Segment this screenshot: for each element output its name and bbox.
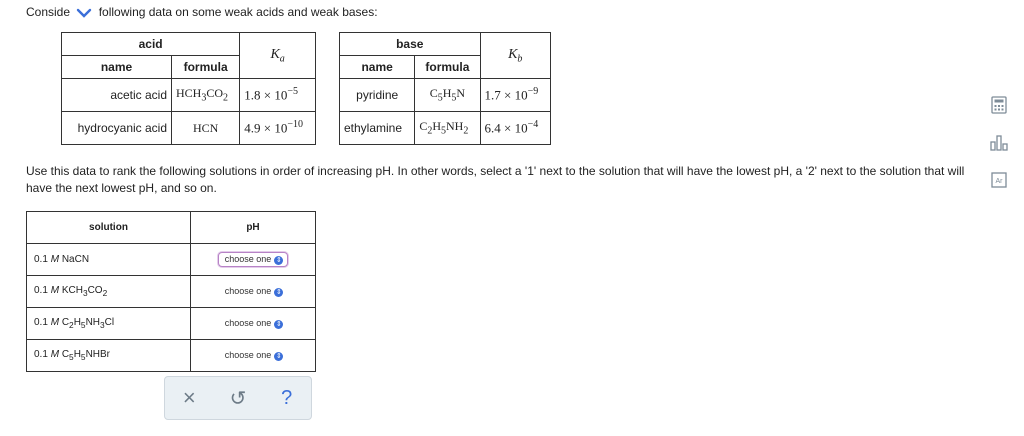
- undo-button[interactable]: [224, 384, 252, 412]
- intro-text: [26, 5, 378, 20]
- acid-name-header: name: [62, 56, 172, 79]
- calculator-icon: [991, 96, 1007, 114]
- base-table: [339, 32, 551, 145]
- table-row: [27, 340, 316, 372]
- acid-ka: $1.8 \times 10^{-5}$: [240, 79, 316, 112]
- kb-header: $K_b$: [480, 33, 551, 79]
- help-icon: ?: [281, 386, 293, 409]
- acid-formula: $HCH_3CO_2$: [172, 79, 240, 112]
- acid-name: hydrocyanic acid: [62, 112, 172, 145]
- help-button[interactable]: [273, 384, 301, 412]
- base-name-header: name: [340, 56, 415, 79]
- periodic-table-icon: [991, 172, 1007, 188]
- intro-after: following data on some weak acids and weak bases:: [98, 5, 378, 19]
- base-kb: $1.7 \times 10^{-9}$: [480, 79, 551, 112]
- bar-chart-icon: [989, 134, 1009, 152]
- base-formula: $C_5H_5N$: [415, 79, 480, 112]
- base-name: ethylamine: [340, 112, 415, 145]
- select-arrows-icon: ⇕: [275, 352, 282, 360]
- acid-group-header: acid: [62, 33, 240, 56]
- solution-label: 0.1 M $C_5H_5NHBr$: [27, 340, 191, 372]
- table-row: [27, 308, 316, 340]
- select-arrows-icon: ⇕: [275, 288, 282, 296]
- acid-formula-header: formula: [172, 56, 240, 79]
- solution-label: 0.1 M $KCH_3CO_2$: [27, 276, 191, 308]
- ranking-table: [26, 211, 316, 372]
- solution-label: 0.1 M NaCN: [27, 244, 191, 276]
- table-row: [27, 244, 316, 276]
- ph-header: pH: [191, 212, 316, 244]
- solution-header: solution: [27, 212, 191, 244]
- base-group-header: base: [340, 33, 481, 56]
- undo-icon: ↺: [229, 387, 247, 410]
- base-kb: $6.4 \times 10^{-4}$: [480, 112, 551, 145]
- select-arrows-icon: ⇕: [275, 256, 282, 264]
- table-row: [27, 276, 316, 308]
- select-arrows-icon: ⇕: [275, 320, 282, 328]
- svg-text:Ar: Ar: [995, 178, 1003, 185]
- ph-rank-select[interactable]: choose one ⇕: [218, 316, 289, 330]
- close-icon: ×: [182, 385, 196, 410]
- acid-name: acetic acid: [62, 79, 172, 112]
- intro-before: Conside: [26, 5, 71, 19]
- periodic-table-button[interactable]: [988, 169, 1010, 191]
- ph-rank-select[interactable]: choose one ⇕: [218, 284, 289, 298]
- base-formula: $C_2H_5NH_2$: [415, 112, 480, 145]
- chevron-down-icon[interactable]: [75, 6, 93, 20]
- base-formula-header: formula: [415, 56, 480, 79]
- ka-header: $K_a$: [240, 33, 316, 79]
- base-name: pyridine: [340, 79, 415, 112]
- acid-ka: $4.9 \times 10^{-10}$: [240, 112, 316, 145]
- acid-table: [61, 32, 316, 145]
- acid-formula: HCN: [172, 112, 240, 145]
- ph-rank-select[interactable]: choose one ⇕: [218, 348, 289, 362]
- ph-rank-select[interactable]: choose one ⇕: [218, 252, 289, 266]
- instructions: Use this data to rank the following solutions in order of increasing pH. In other words, select a '1' next to the solution that will have the lowest pH, a '2' next to the solution that will have the next lowest pH, and so on.: [26, 164, 965, 195]
- calculator-button[interactable]: [988, 94, 1010, 116]
- action-bar: [164, 376, 312, 420]
- data-button[interactable]: [988, 132, 1010, 154]
- clear-button[interactable]: [175, 384, 203, 412]
- solution-label: 0.1 M $C_2H_5NH_3Cl$: [27, 308, 191, 340]
